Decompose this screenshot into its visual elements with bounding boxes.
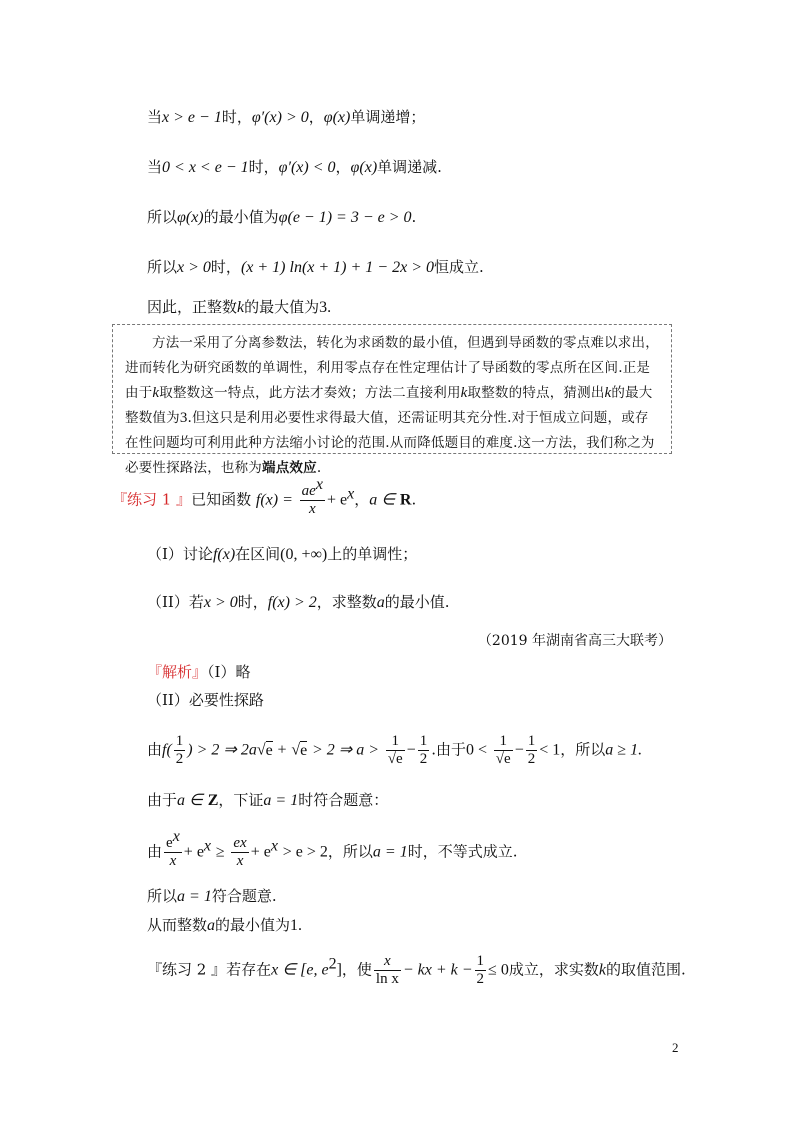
exercise-1-source: （2019 年湖南省高三大联考）	[477, 633, 672, 649]
solution-step-4: 所以a = 1符合题意.	[147, 887, 277, 905]
solution-part-2-heading: （II）必要性探路	[147, 691, 264, 709]
solution-step-3: 由 $\frac{e^x}{x}$ + $e^x$ ≥ $\frac{ex}{x}$ + $e^x > e > 2$，所以a = 1时，不等式成立.	[147, 828, 518, 869]
method-note-box	[112, 324, 672, 476]
exercise-1-part-1: （I）讨论f(x)在区间(0, +∞)上的单调性；	[147, 545, 418, 563]
line-phi-increasing: 当x > e − 1时，φ′(x) > 0，φ(x)单调递增；	[147, 108, 426, 126]
line-phi-minimum: 所以φ(x)的最小值为φ(e − 1) = 3 − e > 0.	[147, 208, 417, 226]
exercise-1-statement: 『练习 1 』已知函数 f(x) = $\frac{ae^x}{x}$ + $e^x$，a ∈ R.	[112, 476, 417, 517]
solution-tag: 『解析』	[147, 663, 208, 681]
exercise-2-statement: 『练习 2 』若存在x ∈ [e, $e^2$]，使 $\frac{x}{\text{ln x}}$ − kx + k − $\frac{1}{2}$ ≤ 0成立，求实数k的取值范围.	[147, 953, 686, 987]
solution-step-2: 由于a ∈ Z，下证a = 1时符合题意：	[147, 791, 389, 809]
method-note-text: 方法一采用了分离参数法，转化为求函数的最小值，但遇到导函数的零点难以求出，进而转化为研究函数的单调性，利用零点存在性定理估计了导函数的零点所在区间.正是由于k取整数这一特点，此方法才奏效；方法二直接利用k取整数的特点，猜测出k的最大整数值为3.但这只是利用必要性求得最大值，还需证明其充分性.对于恒成立问题，或存在性问题均可利用此种方法缩小讨论的范围.从而降低题目的难度.这一方法，我们称之为必要性探路法，也称为端点效应.	[125, 335, 659, 476]
solution-conclusion: 从而整数a的最小值为1.	[147, 916, 303, 934]
solution-step-1: 由f( $\frac{1}{2}$ ) > 2 ⇒ 2a√e + √e > 2 ⇒ a > $\frac{1}{√e}$ − $\frac{1}{2}$ .由于0 < $\frac{1}{√e}$ − $\frac{1}{2}$ < 1，所以a ≥ 1.	[147, 733, 643, 767]
solution-part-1: 『解析』（I）略	[147, 663, 251, 681]
page-number: 2	[672, 1040, 679, 1055]
line-k-max: 因此，正整数k的最大值为3.	[147, 298, 332, 316]
fraction-ae-over-x: $\frac{ae^x}{x}$	[301, 476, 323, 517]
line-inequality-holds: 所以x > 0时，(x + 1) ln(x + 1) + 1 − 2x > 0恒成立.	[147, 258, 484, 276]
line-phi-decreasing: 当0 < x < e − 1时，φ′(x) < 0，φ(x)单调递减.	[147, 158, 442, 176]
exercise-1-tag: 『练习 1 』	[112, 490, 192, 509]
exercise-1-part-2: （II）若x > 0时，f(x) > 2，求整数a的最小值.	[147, 593, 450, 611]
endpoint-effect-term: 端点效应	[262, 460, 317, 476]
exercise-2-tag: 『练习 2 』	[147, 960, 227, 979]
